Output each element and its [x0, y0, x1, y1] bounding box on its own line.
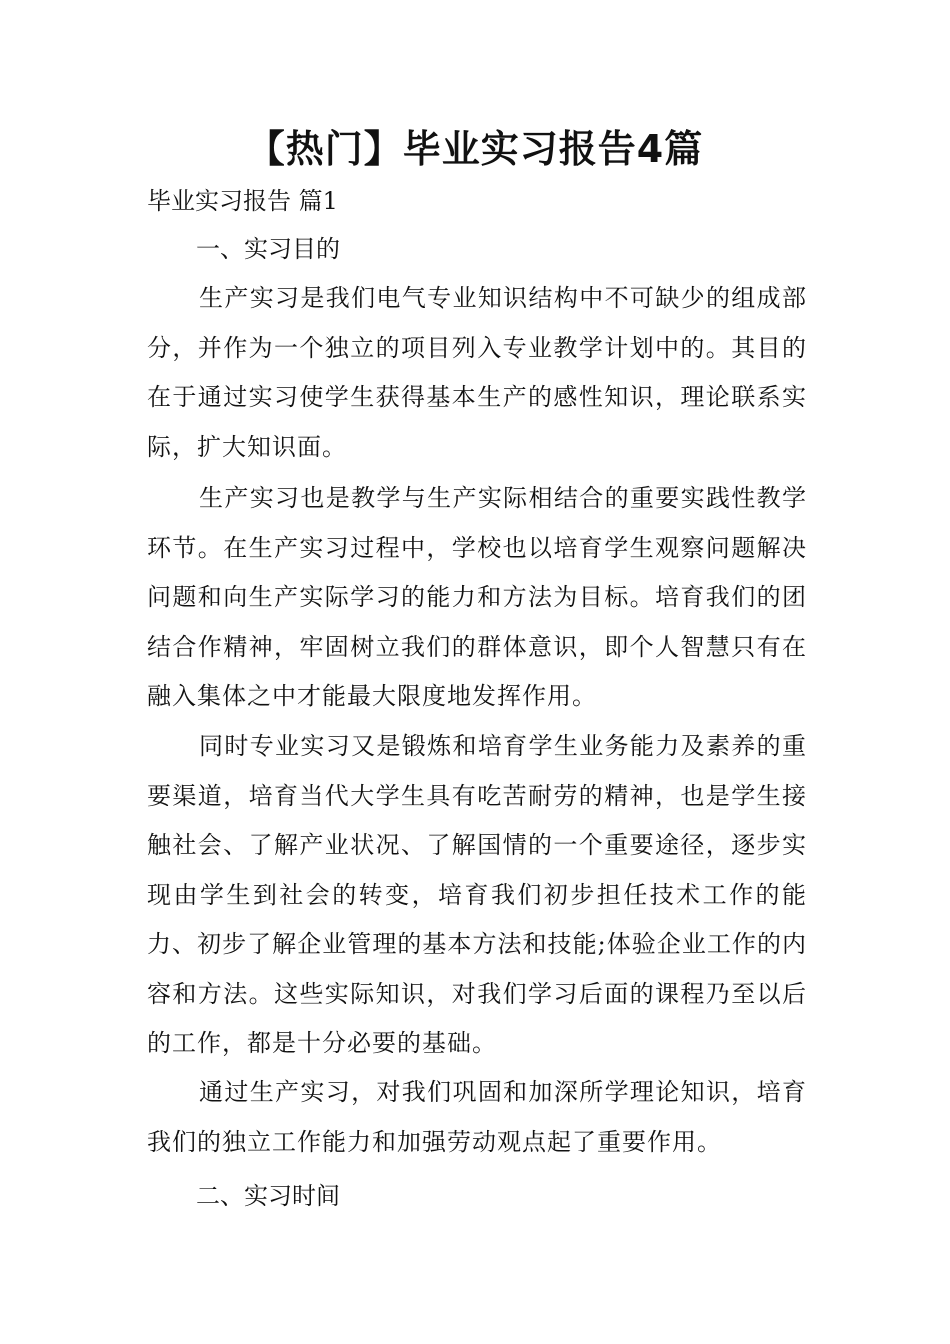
paragraph: 同时专业实习又是锻炼和培育学生业务能力及素养的重要渠道，培育当代大学生具有吃苦耐劳的精神，也是学生接触社会、了解产业状况、了解国情的一个重要途径，逐步实现由学生到社会的转变，培育我们初步担任技术工作的能力、初步了解企业管理的基本方法和技能;体验企业工作的内容和方法。这些实际知识，对我们学习后面的课程乃至以后的工作，都是十分必要的基础。: [147, 732, 807, 1057]
section-heading-time: 二、实习时间: [196, 1182, 340, 1210]
section-heading-purpose: 一、实习目的: [196, 235, 340, 263]
document-subtitle: 毕业实习报告 篇1: [147, 187, 338, 215]
paragraph: 通过生产实习，对我们巩固和加深所学理论知识，培育我们的独立工作能力和加强劳动观点起了重要作用。: [147, 1078, 807, 1156]
paragraph: 生产实习也是教学与生产实际相结合的重要实践性教学环节。在生产实习过程中，学校也以培育学生观察问题解决问题和向生产实际学习的能力和方法为目标。培育我们的团结合作精神，牢固树立我们的群体意识，即个人智慧只有在融入集体之中才能最大限度地发挥作用。: [147, 484, 807, 710]
document-title: 【热门】毕业实习报告4篇: [246, 127, 704, 171]
paragraph: 生产实习是我们电气专业知识结构中不可缺少的组成部分，并作为一个独立的项目列入专业教学计划中的。其目的在于通过实习使学生获得基本生产的感性知识，理论联系实际，扩大知识面。: [147, 284, 807, 461]
